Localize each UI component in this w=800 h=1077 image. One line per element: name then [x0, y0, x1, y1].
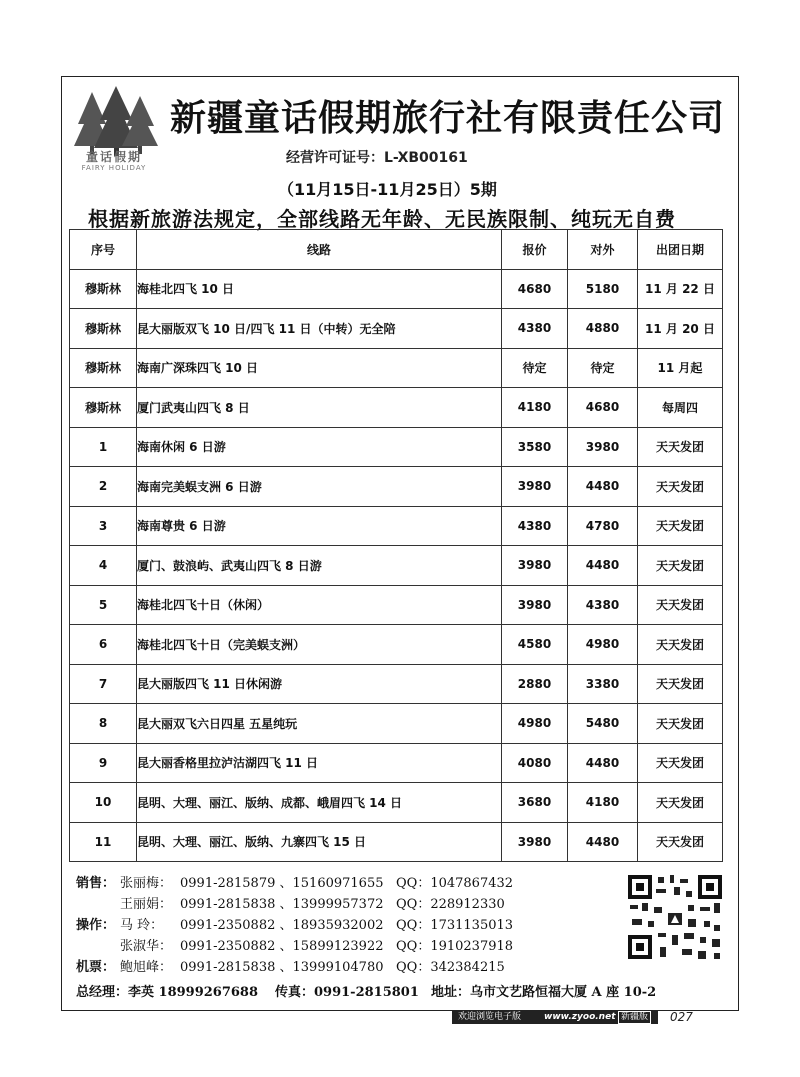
header-no: 序号	[70, 230, 137, 270]
departure-date: 11 月 22 日	[638, 269, 723, 309]
fax-info: 传真：0991-2815801	[275, 985, 419, 1000]
price-value: 4080	[502, 743, 568, 783]
external-price: 4380	[568, 585, 638, 625]
footer-site[interactable]: www.zyoo.net	[544, 1012, 616, 1022]
external-price: 待定	[568, 348, 638, 388]
table-row	[70, 348, 723, 388]
period-label: （11月15日-11月25日）5期	[278, 180, 497, 199]
external-price: 4780	[568, 506, 638, 546]
price-value: 4580	[502, 625, 568, 665]
route-name: 海桂北四飞十日（完美蜈支洲）	[137, 625, 502, 665]
external-price: 4480	[568, 546, 638, 586]
slogan: 根据新旅游法规定，全部线路无年龄、无民族限制、纯玩无自费	[88, 207, 676, 231]
route-name: 昆大丽香格里拉泸沽湖四飞 11 日	[137, 743, 502, 783]
table-row	[70, 704, 723, 744]
departure-date: 11 月起	[638, 348, 723, 388]
external-price: 4180	[568, 783, 638, 823]
route-name: 海桂北四飞 10 日	[137, 269, 502, 309]
departure-date: 天天发团	[638, 506, 723, 546]
row-number: 穆斯林	[70, 269, 137, 309]
license-number: 经营许可证号：L-XB00161	[286, 150, 468, 166]
manager-info: 总经理：李英 18999267688	[76, 985, 259, 1000]
row-number: 5	[70, 585, 137, 625]
route-name: 海南休闲 6 日游	[137, 427, 502, 467]
route-name: 昆明、大理、丽江、版纳、成都、峨眉四飞 14 日	[137, 783, 502, 823]
departure-date: 天天发团	[638, 822, 723, 862]
row-number: 穆斯林	[70, 388, 137, 428]
contact-name: 马 玲：	[120, 918, 164, 933]
footer-bar	[452, 1011, 658, 1024]
price-value: 3980	[502, 546, 568, 586]
contact-qq: QQ：228912330	[396, 897, 505, 912]
row-number: 11	[70, 822, 137, 862]
departure-date: 天天发团	[638, 585, 723, 625]
row-number: 1	[70, 427, 137, 467]
header-date: 出团日期	[638, 230, 723, 270]
departure-date: 天天发团	[638, 704, 723, 744]
external-price: 5480	[568, 704, 638, 744]
route-name: 海南尊贵 6 日游	[137, 506, 502, 546]
external-price: 3980	[568, 427, 638, 467]
logo-text: 童话假期	[85, 150, 142, 164]
route-name: 海南完美蜈支洲 6 日游	[137, 467, 502, 507]
external-price: 3380	[568, 664, 638, 704]
departure-date: 天天发团	[638, 743, 723, 783]
departure-date: 天天发团	[638, 625, 723, 665]
row-number: 10	[70, 783, 137, 823]
row-number: 3	[70, 506, 137, 546]
footer-browse: 欢迎浏览电子版	[458, 1012, 522, 1022]
contact-phone: 0991-2815838 、13999957372	[180, 897, 384, 912]
row-number: 4	[70, 546, 137, 586]
price-value: 3680	[502, 783, 568, 823]
row-number: 穆斯林	[70, 348, 137, 388]
price-value: 3580	[502, 427, 568, 467]
table-row	[70, 625, 723, 665]
contact-phone: 0991-2815879 、15160971655	[180, 876, 384, 891]
departure-date: 天天发团	[638, 546, 723, 586]
price-value: 待定	[502, 348, 568, 388]
row-number: 9	[70, 743, 137, 783]
departure-date: 天天发团	[638, 664, 723, 704]
table-row	[70, 309, 723, 349]
price-value: 4380	[502, 309, 568, 349]
contact-role: 操作：	[76, 918, 116, 933]
row-number: 2	[70, 467, 137, 507]
routes-table	[69, 229, 723, 862]
route-name: 昆大丽双飞六日四星 五星纯玩	[137, 704, 502, 744]
table-row	[70, 388, 723, 428]
header-external: 对外	[568, 230, 638, 270]
header-price: 报价	[502, 230, 568, 270]
contact-name: 张丽梅：	[120, 876, 173, 891]
external-price: 4680	[568, 388, 638, 428]
table-row	[70, 743, 723, 783]
route-name: 昆明、大理、丽江、版纳、九寨四飞 15 日	[137, 822, 502, 862]
route-name: 昆大丽版双飞 10 日/四飞 11 日（中转）无全陪	[137, 309, 502, 349]
departure-date: 天天发团	[638, 783, 723, 823]
table-row	[70, 546, 723, 586]
table-row	[70, 664, 723, 704]
external-price: 4480	[568, 822, 638, 862]
table-row	[70, 783, 723, 823]
row-number: 6	[70, 625, 137, 665]
route-name: 海桂北四飞十日（休闲）	[137, 585, 502, 625]
contact-qq: QQ：342384215	[396, 960, 505, 975]
price-value: 3980	[502, 467, 568, 507]
table-row	[70, 427, 723, 467]
footer-edition: 新疆版	[618, 1011, 651, 1024]
external-price: 4980	[568, 625, 638, 665]
contact-name: 鲍旭峰：	[120, 960, 173, 975]
departure-date: 11 月 20 日	[638, 309, 723, 349]
header-route: 线路	[137, 230, 502, 270]
external-price: 4880	[568, 309, 638, 349]
company-name: 新疆童话假期旅行社有限责任公司	[170, 98, 726, 139]
price-value: 3980	[502, 585, 568, 625]
row-number: 穆斯林	[70, 309, 137, 349]
price-value: 4180	[502, 388, 568, 428]
route-name: 昆大丽版四飞 11 日休闲游	[137, 664, 502, 704]
contact-qq: QQ：1047867432	[396, 876, 514, 891]
departure-date: 天天发团	[638, 427, 723, 467]
departure-date: 天天发团	[638, 467, 723, 507]
contact-qq: QQ：1910237918	[396, 939, 514, 954]
address-info: 地址：乌市文艺路恒福大厦 A 座 10-2	[431, 985, 657, 1000]
contact-phone: 0991-2350882 、18935932002	[180, 918, 384, 933]
table-row	[70, 467, 723, 507]
contact-name: 张淑华：	[120, 939, 173, 954]
external-price: 4480	[568, 743, 638, 783]
external-price: 4480	[568, 467, 638, 507]
price-value: 3980	[502, 822, 568, 862]
price-value: 2880	[502, 664, 568, 704]
contact-name: 王丽娟：	[120, 897, 173, 912]
contact-role: 机票：	[76, 960, 116, 975]
table-row	[70, 269, 723, 309]
contact-phone: 0991-2815838 、13999104780	[180, 960, 384, 975]
table-header-row	[70, 230, 723, 270]
qr-code-icon	[626, 873, 724, 961]
logo-english: FAIRY HOLIDAY	[81, 164, 147, 172]
price-value: 4980	[502, 704, 568, 744]
route-name: 厦门、鼓浪屿、武夷山四飞 8 日游	[137, 546, 502, 586]
table-row	[70, 585, 723, 625]
contact-phone: 0991-2350882 、15899123922	[180, 939, 384, 954]
table-row	[70, 506, 723, 546]
row-number: 7	[70, 664, 137, 704]
external-price: 5180	[568, 269, 638, 309]
price-value: 4380	[502, 506, 568, 546]
price-value: 4680	[502, 269, 568, 309]
page-number: 027	[670, 1010, 693, 1024]
route-name: 海南广深珠四飞 10 日	[137, 348, 502, 388]
contact-role: 销售：	[76, 876, 116, 891]
contact-qq: QQ：1731135013	[396, 918, 514, 933]
route-name: 厦门武夷山四飞 8 日	[137, 388, 502, 428]
departure-date: 每周四	[638, 388, 723, 428]
row-number: 8	[70, 704, 137, 744]
table-row	[70, 822, 723, 862]
